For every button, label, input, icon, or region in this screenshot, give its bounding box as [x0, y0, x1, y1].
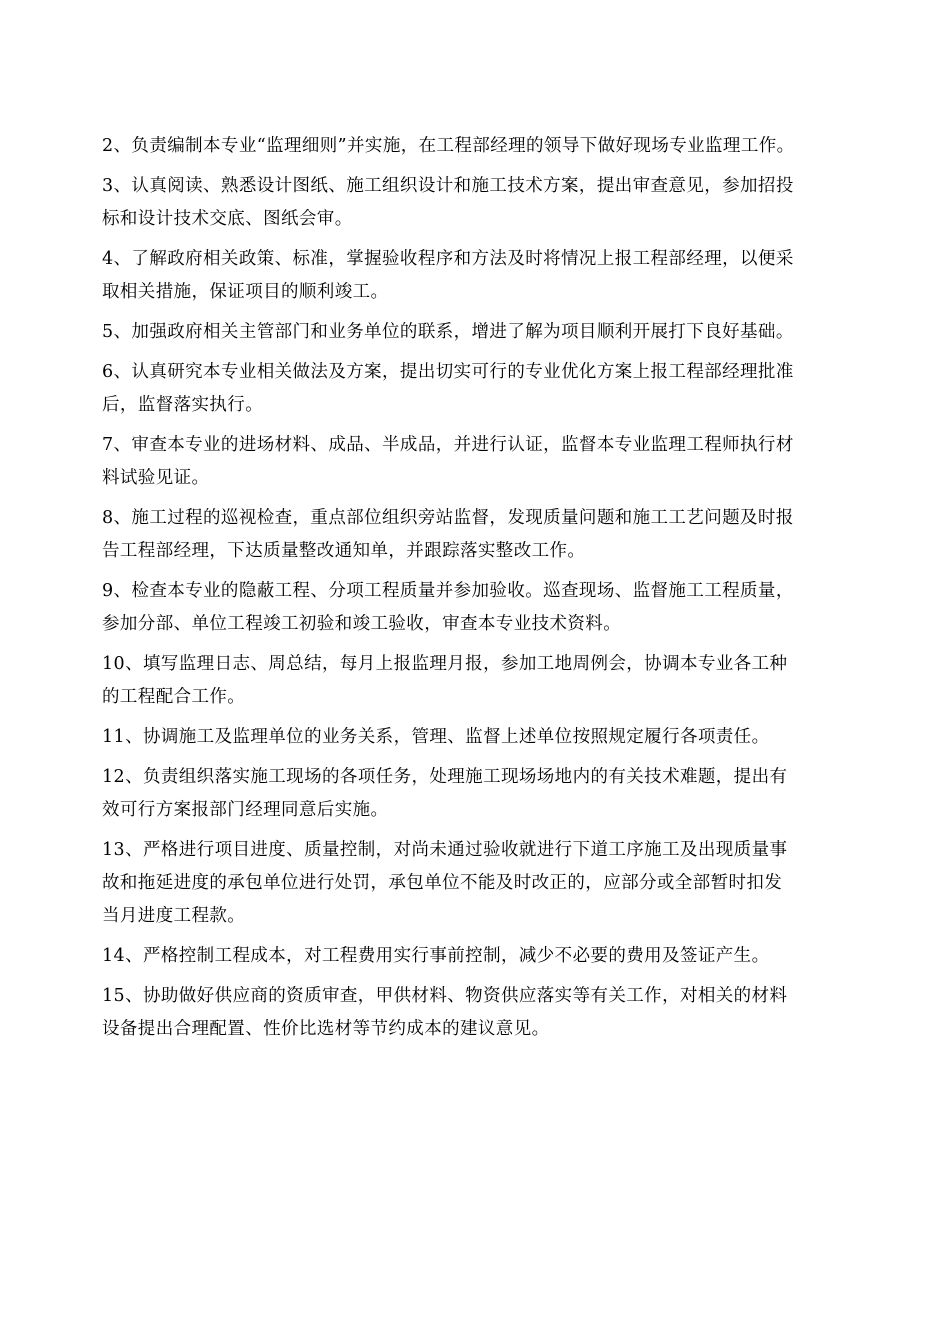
duty-item-5 [102, 316, 842, 349]
duty-item-6 [102, 356, 842, 422]
text-line: 12、负责组织落实施工现场的各项任务，处理施工现场场地内的有关技术难题，提出有 [102, 767, 788, 787]
text-line: 8、施工过程的巡视检查，重点部位组织旁站监督，发现质量问题和施工工艺问题及时报 [102, 508, 794, 528]
text-line: 11、协调施工及监理单位的业务关系，管理、监督上述单位按照规定履行各项责任。 [102, 727, 770, 747]
text-line: 5、加强政府相关主管部门和业务单位的联系，增进了解为项目顺利开展打下良好基础。 [102, 322, 794, 342]
duty-item-15 [102, 980, 842, 1046]
duty-item-11 [102, 721, 842, 754]
document-body [102, 130, 842, 1053]
text-line: 设备提出合理配置、性价比选材等节约成本的建议意见。 [102, 1019, 550, 1039]
text-line: 13、严格进行项目进度、质量控制，对尚未通过验收就进行下道工序施工及出现质量事 [102, 840, 788, 860]
text-line: 标和设计技术交底、图纸会审。 [102, 209, 353, 229]
duty-item-12 [102, 761, 842, 827]
text-line: 7、审查本专业的进场材料、成品、半成品，并进行认证，监督本专业监理工程师执行材 [102, 435, 794, 455]
text-line: 当月进度工程款。 [102, 906, 246, 926]
duty-item-2 [102, 130, 842, 163]
text-line: 后，监督落实执行。 [102, 395, 264, 415]
duty-item-13 [102, 834, 842, 933]
text-line: 14、严格控制工程成本，对工程费用实行事前控制，减少不必要的费用及签证产生。 [102, 946, 770, 966]
duty-item-7 [102, 429, 842, 495]
duty-item-3 [102, 170, 842, 236]
text-line: 故和拖延进度的承包单位进行处罚，承包单位不能及时改正的，应部分或全部暂时扣发 [102, 873, 783, 893]
text-line: 取相关措施，保证项目的顺利竣工。 [102, 282, 389, 302]
duty-item-10 [102, 648, 842, 714]
text-line: 料试验见证。 [102, 468, 210, 488]
text-line: 15、协助做好供应商的资质审查，甲供材料、物资供应落实等有关工作，对相关的材料 [102, 986, 788, 1006]
duty-item-9 [102, 575, 842, 641]
text-line: 10、填写监理日志、周总结，每月上报监理月报，参加工地周例会，协调本专业各工种 [102, 654, 788, 674]
text-line: 的工程配合工作。 [102, 687, 246, 707]
text-line: 9、检查本专业的隐蔽工程、分项工程质量并参加验收。巡查现场、监督施工工程质量， [102, 581, 794, 601]
text-line: 3、认真阅读、熟悉设计图纸、施工组织设计和施工技术方案，提出审查意见，参加招投 [102, 176, 794, 196]
duty-item-14 [102, 940, 842, 973]
text-line: 告工程部经理，下达质量整改通知单，并跟踪落实整改工作。 [102, 541, 586, 561]
text-line: 效可行方案报部门经理同意后实施。 [102, 800, 389, 820]
text-line: 4、了解政府相关政策、标准，掌握验收程序和方法及时将情况上报工程部经理，以便采 [102, 249, 794, 269]
text-line: 2、负责编制本专业“监理细则”并实施，在工程部经理的领导下做好现场专业监理工作。 [102, 136, 795, 156]
text-line: 6、认真研究本专业相关做法及方案，提出切实可行的专业优化方案上报工程部经理批准 [102, 362, 794, 382]
duty-item-4 [102, 243, 842, 309]
text-line: 参加分部、单位工程竣工初验和竣工验收，审查本专业技术资料。 [102, 614, 622, 634]
duty-item-8 [102, 502, 842, 568]
